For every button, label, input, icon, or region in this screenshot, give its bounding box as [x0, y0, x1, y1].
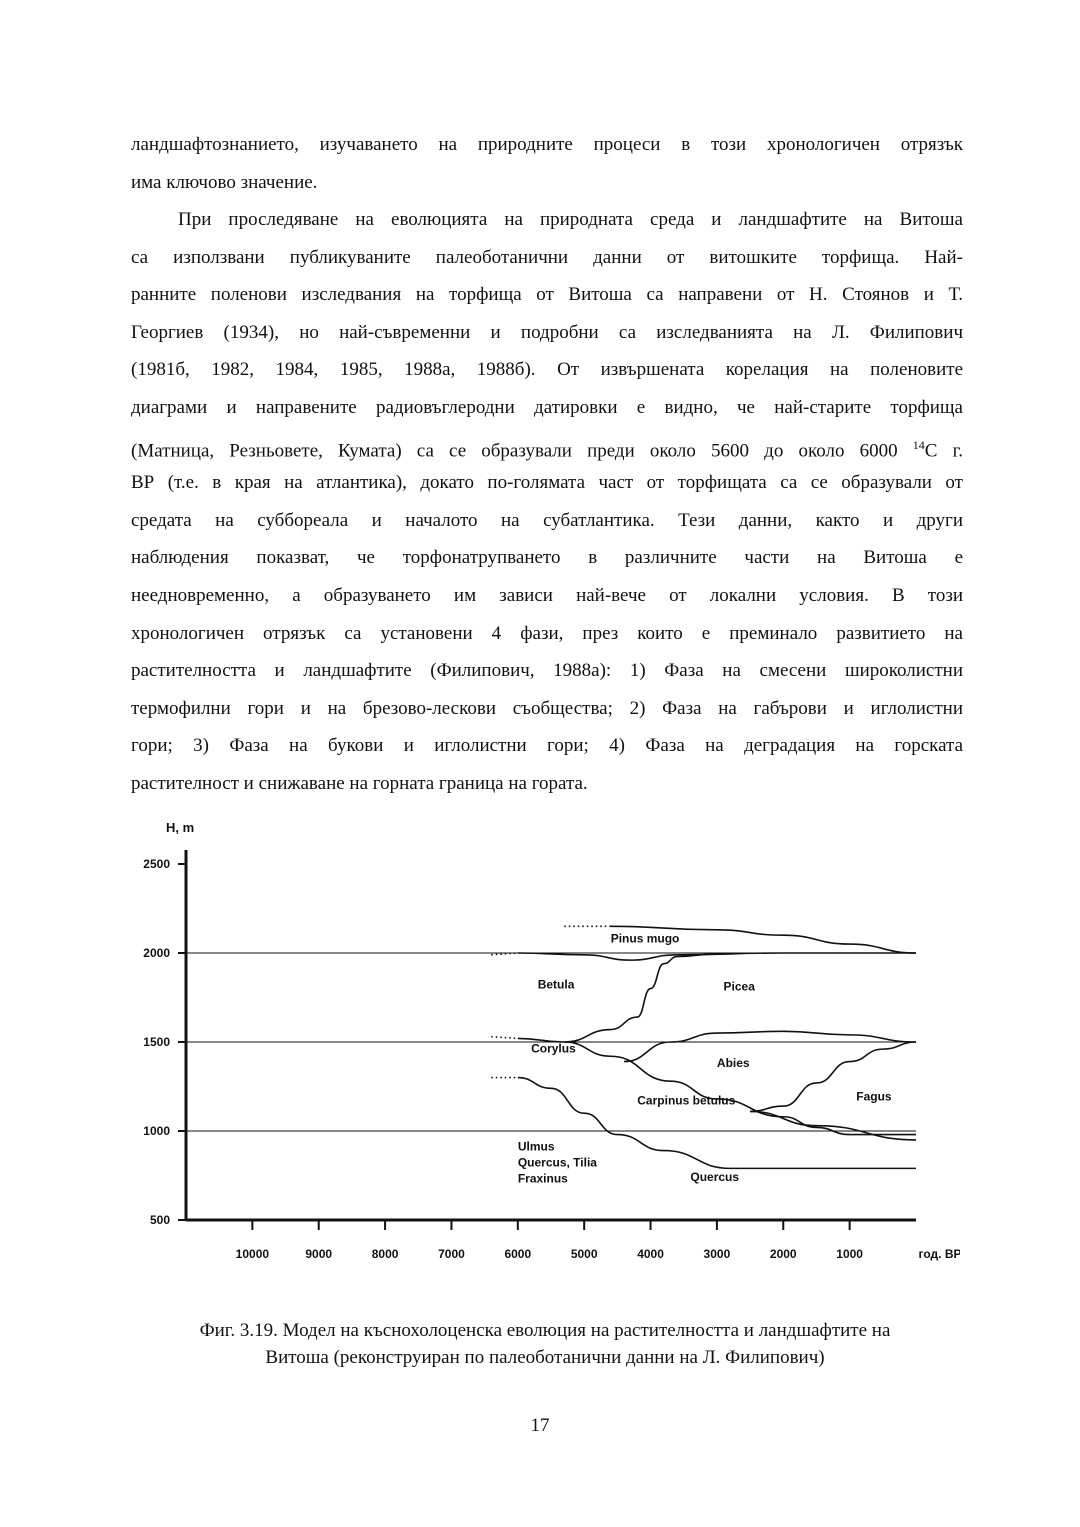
zone-label: Carpinus betulus — [637, 1093, 736, 1108]
paragraph-line: растителността и ландшафтите (Филипович, 1988а): 1) Фаза на смесени широколистни — [131, 660, 963, 682]
paragraph-line: термофилни гори и на брезово-лескови съобщества; 2) Фаза на габърови и иглолистни — [131, 697, 963, 719]
y-tick-label: 1500 — [143, 1035, 170, 1049]
paragraph-line: ВР (т.е. в края на атлантика), докато по-голямата част от торфищата са се образували от — [131, 472, 963, 494]
paragraph-line: (1981б, 1982, 1984, 1985, 1988а, 1988б). От извършената корелация на поленовите — [131, 359, 963, 381]
superscript: 14 — [912, 437, 925, 452]
boundary-carpinus-fagus-lower — [750, 1111, 916, 1139]
paragraph-line: са използвани публикуваните палеоботанични данни от витошките торфища. Най- — [131, 246, 963, 268]
zone-label: Fagus — [856, 1089, 892, 1104]
figure-caption — [100, 1317, 990, 1371]
x-tick-label: 2000 — [769, 1247, 797, 1261]
x-tick-label: 4000 — [637, 1247, 664, 1261]
boundary-abies-upper — [624, 1031, 916, 1061]
paragraph-line: ранните поленови изследвания на торфища от Витоша са направени от Н. Стоянов и Т. — [131, 284, 963, 306]
chart-svg — [120, 812, 960, 1292]
x-axis-label: год. ВР — [918, 1247, 960, 1261]
paragraph-line: диаграми и направените радиовъглеродни датировки е видно, че най-старите торфища — [131, 396, 963, 418]
paragraph-line-text: (Матница, Резньовете, Кумата) са се образували преди около 5600 до около 6000 — [131, 439, 913, 461]
x-tick-label: 7000 — [438, 1247, 465, 1261]
boundary-picea-lower — [564, 954, 717, 1042]
zone-label: Quercus, Tilia — [517, 1155, 597, 1170]
y-tick-label: 1000 — [143, 1124, 170, 1138]
zone-label: Betula — [537, 977, 575, 992]
y-tick-label: 2000 — [143, 946, 170, 960]
paragraph-line: наблюдения показват, че торфонатрупването в различните части на Витоша е — [131, 547, 963, 569]
paragraph-2 — [131, 201, 963, 803]
x-tick-label: 10000 — [235, 1247, 270, 1261]
zone-label: Abies — [716, 1055, 750, 1070]
boundary-dotted-corylus-lower — [491, 1037, 518, 1039]
zone-label: Picea — [723, 979, 755, 994]
y-tick-label: 2500 — [143, 857, 170, 871]
page-number: 17 — [530, 1415, 550, 1436]
x-tick-label: 3000 — [703, 1247, 731, 1261]
paragraph-line: има ключово значение. — [131, 171, 318, 193]
paragraph-line-tail: С г. — [924, 439, 963, 461]
y-axis-label: H, m — [166, 820, 195, 835]
x-tick-label: 9000 — [305, 1247, 333, 1261]
vegetation-evolution-chart — [120, 812, 960, 1292]
caption-line-1: Фиг. 3.19. Модел на къснохолоценска еволюция на растителността и ландшафтите на — [199, 1320, 891, 1341]
x-tick-label: 6000 — [504, 1247, 532, 1261]
paragraph-line: растителност и снижаване на горната граница на гората. — [131, 772, 588, 794]
x-tick-label: 8000 — [371, 1247, 399, 1261]
paragraph-line: средата на суббореала и началото на субатлантика. Тези данни, както и други — [131, 509, 963, 531]
zone-label: Ulmus — [517, 1139, 555, 1154]
zone-label: Pinus mugo — [610, 931, 680, 946]
paragraph-line: При проследяване на еволюцията на природната среда и ландшафтите на Витоша — [178, 209, 963, 230]
paragraph-line: гори; 3) Фаза на букови и иглолистни гори; 4) Фаза на деградация на горската — [131, 735, 963, 757]
paragraph-line-with-superscript — [131, 427, 963, 465]
y-tick-label: 500 — [149, 1213, 170, 1227]
paragraph-line: Георгиев (1934), но най-съвременни и подробни са изследванията на Л. Филипович — [131, 321, 963, 343]
zone-label: Quercus — [690, 1169, 740, 1184]
paragraph-line: неедновременно, а образуването им зависи най-вече от локални условия. В този — [131, 584, 963, 606]
zone-label: Fraxinus — [517, 1171, 568, 1186]
paragraph-1 — [131, 126, 963, 201]
paragraph-line: ландшафтознанието, изучаването на природните процеси в този хронологичен отрязък — [131, 134, 963, 155]
x-tick-label: 1000 — [836, 1247, 863, 1261]
x-tick-label: 5000 — [570, 1247, 598, 1261]
caption-line-2: Витоша (реконструиран по палеоботанични данни на Л. Филипович) — [265, 1347, 825, 1368]
zone-label: Corylus — [531, 1041, 576, 1056]
boundary-corylus-lower — [518, 1038, 916, 1134]
paragraph-line: хронологичен отрязък са установени 4 фази, през които е преминало развитието на — [131, 622, 963, 644]
